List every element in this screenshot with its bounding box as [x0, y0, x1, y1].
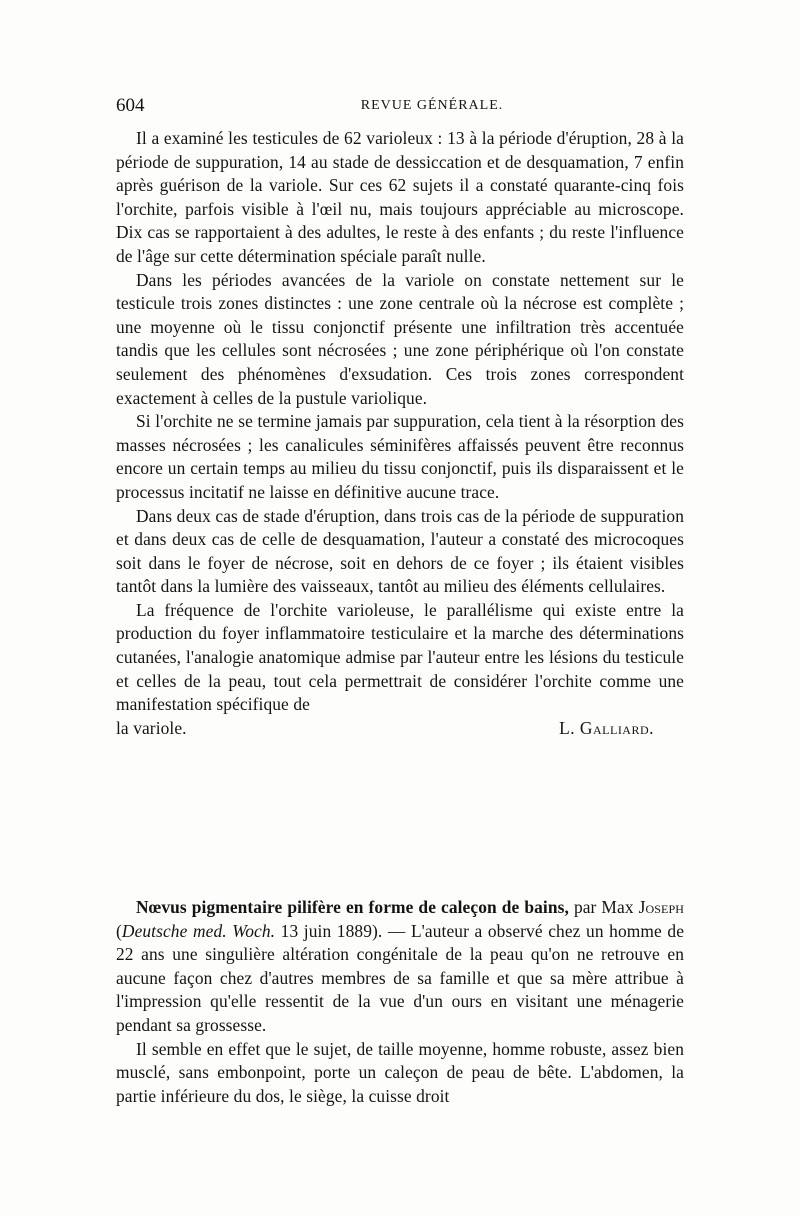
paragraph: La fréquence de l'orchite varioleuse, le parallélisme qui existe entre la production du foyer inflammatoire testiculaire et la marche des déterminations cutanées, l'analogie anatomique admise par l'auteur entre les lésions du testicule et celles de la peau, tout cela permettrait de considérer l'orchite comme une manifestation spécifique de — [116, 599, 684, 715]
closing-text: la variole. — [116, 717, 187, 738]
article-author: Joseph — [638, 897, 685, 917]
article-title: Nœvus pigmentaire pilifère en forme de caleçon de bains, — [136, 897, 569, 917]
author-signature: L. Galliard. — [559, 717, 654, 738]
source-date: 13 juin 1889). — [280, 920, 383, 941]
page-number: 604 — [116, 95, 145, 116]
article-naevus-pigmentaire — [116, 896, 684, 1108]
byline-par: par Max — [573, 897, 634, 917]
paragraph: Il a examiné les testicules de 62 varioleux : 13 à la période d'éruption, 28 à la période de suppuration, 14 au stade de dessiccation et de desquamation, 7 enfin après guérison de la variole. Sur ces 62 sujets il a constaté quarante-cinq fois l'orchite, parfois visible à l'œil nu, mais toujours appréciable au microscope. Dix cas se rapportaient à des adultes, le reste à des enfants ; du reste l'influence de l'âge sur cette détermination spéciale paraît nulle. — [116, 128, 684, 266]
paragraph: Il semble en effet que le sujet, de taille moyenne, homme robuste, assez bien musclé, sans embonpoint, porte un caleçon de peau de bête. L'abdomen, la partie inférieure du dos, le siège, la cuisse droit — [116, 1038, 684, 1106]
page-header — [116, 95, 684, 117]
article-orchite-varioleuse — [116, 127, 684, 740]
running-title: REVUE GÉNÉRALE. — [360, 98, 504, 113]
paragraph: Dans les périodes avancées de la variole on constate nettement sur le testicule trois zones distinctes : une zone centrale où la nécrose est complète ; une moyenne où le tissu conjonctif présente une infiltration très accentuée tandis que les cellules sont nécrosées ; une zone périphérique où l'on constate seulement des phénomènes d'exsudation. Ces trois zones correspondent exactement à celles de la pustule variolique. — [116, 269, 684, 408]
paragraph: Si l'orchite ne se termine jamais par suppuration, cela tient à la résorption des masses nécrosées ; les canalicules séminifères affaissés peuvent être reconnus encore un certain temps au milieu du tissu conjonctif, puis ils disparaissent et le processus incitatif ne laisse en définitive aucune trace. — [116, 411, 684, 502]
intro-text: — L'auteur a observé chez un homme de 22 ans une singulière altération congénitale de la peau qu'on ne retrouve en aucune façon chez d'autres membres de sa famille et que sa mère attribue à l'impression qu'elle ressentit de la vue d'un ours en visitant une ménagerie pendant sa grossesse. — [116, 920, 685, 1035]
source-journal: Deutsche med. Woch. — [121, 920, 276, 941]
source-open-paren: ( — [116, 920, 122, 941]
closing-line — [116, 717, 684, 741]
paragraph: Dans deux cas de stade d'éruption, dans trois cas de la période de suppuration et dans deux cas de celle de desquamation, l'auteur a constaté des microcoques soit dans le foyer de nécrose, soit en dehors de ce foyer ; ils étaient visibles tantôt dans la lumière des vaisseaux, tantôt au milieu des éléments cellulaires. — [116, 505, 684, 597]
article-intro-paragraph — [116, 896, 684, 1038]
